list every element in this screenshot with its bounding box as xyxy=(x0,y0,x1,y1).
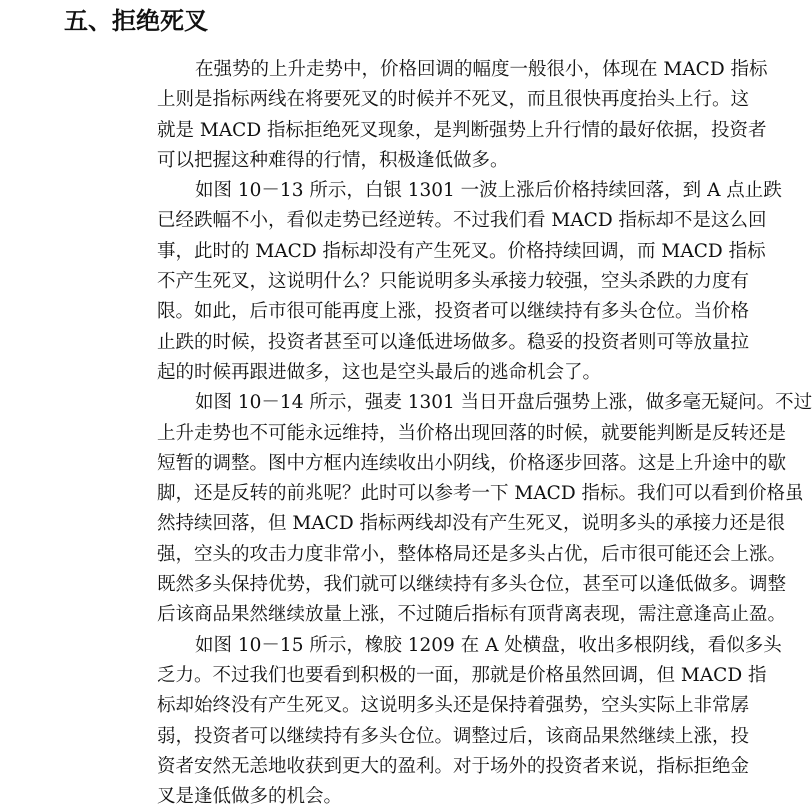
text-line: 已经跌幅不小，看似走势已经逆转。不过我们看 MACD 指标却不是这么回 xyxy=(157,210,767,232)
text-line: 可以把握这种难得的行情，积极逢低做多。 xyxy=(157,149,509,171)
body-text xyxy=(157,55,812,812)
text-line: 上则是指标两线在将要死叉的时候并不死叉，而且很快再度抬头上行。这 xyxy=(157,89,750,111)
paragraph xyxy=(157,176,782,388)
paragraph xyxy=(157,631,782,812)
text-line: 既然多头保持优势，我们就可以继续持有多头仓位，甚至可以逢低做多。调整 xyxy=(157,574,787,596)
text-line: 短暂的调整。图中方框内连续收出小阴线，价格逐步回落。这是上升途中的歇 xyxy=(157,452,787,474)
text-line: 乏力。不过我们也要看到积极的一面，那就是价格虽然回调，但 MACD 指 xyxy=(157,664,767,686)
text-line: 标却始终没有产生死叉。这说明多头还是保持着强势，空头实际上非常孱 xyxy=(157,695,750,717)
text-line: 如图 10－15 所示，橡胶 1209 在 A 处横盘，收出多根阴线，看似多头 xyxy=(195,634,782,656)
text-line: 限。如此，后市很可能再度上涨，投资者可以继续持有多头仓位。当价格 xyxy=(157,301,750,323)
text-line: 然持续回落，但 MACD 指标两线却没有产生死叉，说明多头的承接力还是很 xyxy=(157,513,786,535)
text-line: 叉是逢低做多的机会。 xyxy=(157,786,343,808)
paragraph xyxy=(157,55,768,176)
text-line: 上升走势也不可能永远维持，当价格出现回落的时候，就要能判断是反转还是 xyxy=(157,422,787,444)
text-line: 起的时候再跟进做多，这也是空头最后的逃命机会了。 xyxy=(157,361,602,383)
text-line: 在强势的上升走势中，价格回调的幅度一般很小，体现在 MACD 指标 xyxy=(195,59,768,80)
paragraph xyxy=(157,388,812,630)
section-heading: 五、拒绝死叉 xyxy=(64,7,208,35)
text-line: 如图 10－13 所示，白银 1301 一波上涨后价格持续回落，到 A 点止跌 xyxy=(195,180,782,202)
text-line: 不产生死叉，这说明什么？只能说明多头承接力较强，空头杀跌的力度有 xyxy=(157,271,750,293)
text-line: 如图 10－14 所示，强麦 1301 当日开盘后强势上涨，做多毫无疑问。不过 xyxy=(195,392,812,414)
text-line: 止跌的时候，投资者甚至可以逢低进场做多。稳妥的投资者则可等放量拉 xyxy=(157,331,750,353)
text-line: 就是 MACD 指标拒绝死叉现象，是判断强势上升行情的最好依据，投资者 xyxy=(157,119,767,141)
text-line: 脚，还是反转的前兆呢？此时可以参考一下 MACD 指标。我们可以看到价格虽 xyxy=(157,483,804,505)
text-line: 事，此时的 MACD 指标却没有产生死叉。价格持续回调，而 MACD 指标 xyxy=(157,240,766,262)
text-line: 资者安然无恙地收获到更大的盈利。对于场外的投资者来说，指标拒绝金 xyxy=(157,755,750,777)
text-line: 弱，投资者可以继续持有多头仓位。调整过后，该商品果然继续上涨，投 xyxy=(157,725,750,747)
text-line: 强，空头的攻击力度非常小，整体格局还是多头占优，后市很可能还会上涨。 xyxy=(157,543,787,565)
text-line: 后该商品果然继续放量上涨，不过随后指标有顶背离表现，需注意逢高止盈。 xyxy=(157,604,787,626)
